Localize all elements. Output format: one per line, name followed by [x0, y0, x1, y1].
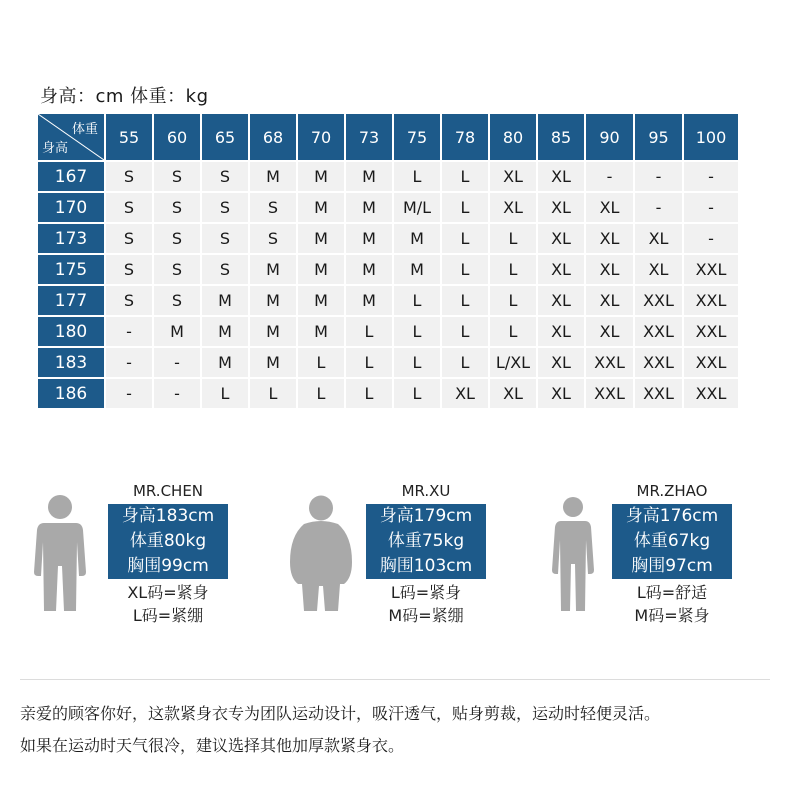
size-cell: S	[202, 162, 248, 191]
size-cell: L	[442, 193, 488, 222]
model-fit	[108, 581, 228, 627]
height-header: 186	[38, 379, 104, 408]
size-cell: M	[250, 286, 296, 315]
model-stats	[612, 504, 732, 579]
height-header: 170	[38, 193, 104, 222]
size-cell: XXL	[684, 255, 738, 284]
size-cell: S	[250, 224, 296, 253]
size-cell: XL	[538, 255, 584, 284]
size-cell: XL	[538, 348, 584, 377]
size-cell: -	[586, 162, 633, 191]
size-cell: XL	[490, 193, 536, 222]
note-line-2: 如果在运动时天气很冷，建议选择其他加厚款紧身衣。	[20, 736, 405, 755]
size-cell: L	[490, 255, 536, 284]
size-cell: S	[106, 162, 152, 191]
size-cell: S	[106, 255, 152, 284]
table-row	[38, 193, 738, 222]
table-row	[38, 348, 738, 377]
size-cell: M	[346, 286, 392, 315]
size-cell: L	[442, 255, 488, 284]
size-cell: M	[298, 224, 344, 253]
size-cell: -	[154, 348, 200, 377]
size-cell: XXL	[684, 348, 738, 377]
weight-header: 95	[635, 114, 682, 160]
model-chest: 胸围97cm	[631, 556, 713, 576]
model-name: MR.CHEN	[132, 482, 204, 500]
size-cell: -	[106, 348, 152, 377]
model-chest: 胸围103cm	[379, 556, 473, 576]
size-cell: L	[250, 379, 296, 408]
size-cell: L	[346, 348, 392, 377]
size-cell: M	[202, 286, 248, 315]
size-cell: XL	[538, 162, 584, 191]
size-cell: S	[202, 193, 248, 222]
size-cell: M	[298, 255, 344, 284]
size-cell: L	[394, 317, 440, 346]
size-cell: XL	[442, 379, 488, 408]
height-header: 175	[38, 255, 104, 284]
size-cell: M	[346, 224, 392, 253]
size-cell: S	[154, 224, 200, 253]
size-cell: L	[490, 317, 536, 346]
weight-header: 70	[298, 114, 344, 160]
height-header: 173	[38, 224, 104, 253]
weight-header: 60	[154, 114, 200, 160]
size-cell: -	[106, 379, 152, 408]
size-cell: L	[394, 348, 440, 377]
size-cell: L	[442, 162, 488, 191]
size-cell: L	[490, 224, 536, 253]
size-cell: S	[154, 193, 200, 222]
size-cell: XL	[586, 317, 633, 346]
size-cell: L	[394, 379, 440, 408]
size-cell: M	[250, 317, 296, 346]
size-cell: -	[684, 193, 738, 222]
model-card-xu	[288, 482, 518, 632]
size-cell: L/XL	[490, 348, 536, 377]
model-fit-line: L码=舒适	[636, 583, 708, 602]
size-cell: S	[106, 193, 152, 222]
model-height: 身高183cm	[121, 506, 215, 526]
size-cell: XXL	[635, 348, 682, 377]
person-slim-icon	[548, 490, 598, 615]
size-cell: S	[106, 286, 152, 315]
size-cell: M	[346, 162, 392, 191]
size-cell: XXL	[635, 379, 682, 408]
size-cell: XXL	[586, 348, 633, 377]
model-name: MR.XU	[401, 482, 451, 500]
size-cell: XL	[635, 255, 682, 284]
size-cell: -	[684, 162, 738, 191]
size-cell: -	[684, 224, 738, 253]
size-cell: L	[442, 317, 488, 346]
model-weight: 体重67kg	[633, 531, 711, 551]
unit-label: 身高：cm 体重：kg	[40, 86, 209, 107]
size-cell: L	[442, 286, 488, 315]
size-cell: XL	[586, 255, 633, 284]
size-cell: XL	[490, 162, 536, 191]
height-header: 180	[38, 317, 104, 346]
size-cell: -	[154, 379, 200, 408]
size-cell: XXL	[684, 317, 738, 346]
size-cell: S	[202, 255, 248, 284]
table-corner	[38, 114, 104, 160]
size-cell: XL	[586, 224, 633, 253]
size-cell: L	[202, 379, 248, 408]
size-cell: XXL	[635, 286, 682, 315]
size-cell: M	[202, 348, 248, 377]
size-cell: M	[298, 162, 344, 191]
model-height: 身高176cm	[625, 506, 719, 526]
size-cell: XL	[538, 193, 584, 222]
model-fit-line: L码=紧绷	[132, 606, 204, 625]
height-header: 167	[38, 162, 104, 191]
model-weight: 体重75kg	[387, 531, 465, 551]
size-cell: XL	[586, 193, 633, 222]
size-cell: M	[394, 255, 440, 284]
size-cell: XXL	[684, 379, 738, 408]
corner-height-label: 身高	[42, 141, 69, 156]
size-cell: XL	[538, 317, 584, 346]
size-cell: M	[346, 193, 392, 222]
size-cell: M	[298, 286, 344, 315]
size-cell: XXL	[684, 286, 738, 315]
size-cell: S	[154, 255, 200, 284]
size-cell: M	[202, 317, 248, 346]
size-cell: L	[442, 224, 488, 253]
weight-header: 68	[250, 114, 296, 160]
table-row	[38, 379, 738, 408]
weight-header: 100	[684, 114, 738, 160]
size-cell: -	[106, 317, 152, 346]
size-cell: M	[250, 162, 296, 191]
size-cell: L	[394, 162, 440, 191]
table-row	[38, 224, 738, 253]
size-cell: L	[346, 317, 392, 346]
model-stats	[108, 504, 228, 579]
size-chart-table	[36, 112, 740, 410]
size-cell: M	[346, 255, 392, 284]
person-heavy-icon	[288, 490, 354, 615]
size-cell: L	[442, 348, 488, 377]
table-row	[38, 317, 738, 346]
size-cell: M	[298, 317, 344, 346]
size-cell: XL	[586, 286, 633, 315]
model-chest: 胸围99cm	[127, 556, 209, 576]
size-cell: M	[250, 255, 296, 284]
size-table-body	[38, 162, 738, 408]
size-cell: S	[154, 286, 200, 315]
size-cell: S	[106, 224, 152, 253]
table-row	[38, 286, 738, 315]
model-fit	[366, 581, 486, 627]
weight-header: 78	[442, 114, 488, 160]
height-header: 177	[38, 286, 104, 315]
size-cell: M	[154, 317, 200, 346]
size-cell: L	[298, 379, 344, 408]
model-card-zhao	[548, 482, 778, 632]
size-cell: -	[635, 162, 682, 191]
size-cell: M	[250, 348, 296, 377]
person-icon	[30, 490, 90, 615]
size-cell: M/L	[394, 193, 440, 222]
size-cell: L	[490, 286, 536, 315]
weight-header: 73	[346, 114, 392, 160]
table-row	[38, 255, 738, 284]
model-fit-line: XL码=紧身	[127, 583, 209, 602]
size-cell: XXL	[635, 317, 682, 346]
note-line-1: 亲爱的顾客你好，这款紧身衣专为团队运动设计，吸汗透气，贴身剪裁，运动时轻便灵活。	[20, 704, 661, 723]
model-fit	[612, 581, 732, 627]
corner-weight-label: 体重	[71, 122, 98, 137]
weight-header: 75	[394, 114, 440, 160]
table-row	[38, 162, 738, 191]
size-cell: XL	[490, 379, 536, 408]
model-weight: 体重80kg	[129, 531, 207, 551]
model-fit-line: M码=紧绷	[388, 606, 464, 625]
size-cell: M	[298, 193, 344, 222]
size-cell: -	[635, 193, 682, 222]
size-cell: L	[346, 379, 392, 408]
size-cell: XXL	[586, 379, 633, 408]
model-fit-line: M码=紧身	[634, 606, 710, 625]
model-card-chen	[30, 482, 260, 632]
model-name: MR.ZHAO	[636, 482, 708, 500]
size-cell: S	[250, 193, 296, 222]
model-stats	[366, 504, 486, 579]
size-cell: XL	[538, 286, 584, 315]
weight-header: 65	[202, 114, 248, 160]
size-cell: XL	[538, 224, 584, 253]
weight-header: 85	[538, 114, 584, 160]
divider	[20, 679, 770, 680]
height-header: 183	[38, 348, 104, 377]
size-cell: S	[154, 162, 200, 191]
weight-header-row	[38, 114, 738, 160]
size-cell: L	[394, 286, 440, 315]
size-cell: L	[298, 348, 344, 377]
model-fit-line: L码=紧身	[390, 583, 462, 602]
model-height: 身高179cm	[379, 506, 473, 526]
weight-header: 90	[586, 114, 633, 160]
weight-header: 55	[106, 114, 152, 160]
size-cell: S	[202, 224, 248, 253]
weight-header: 80	[490, 114, 536, 160]
size-cell: XL	[635, 224, 682, 253]
size-cell: XL	[538, 379, 584, 408]
size-cell: M	[394, 224, 440, 253]
